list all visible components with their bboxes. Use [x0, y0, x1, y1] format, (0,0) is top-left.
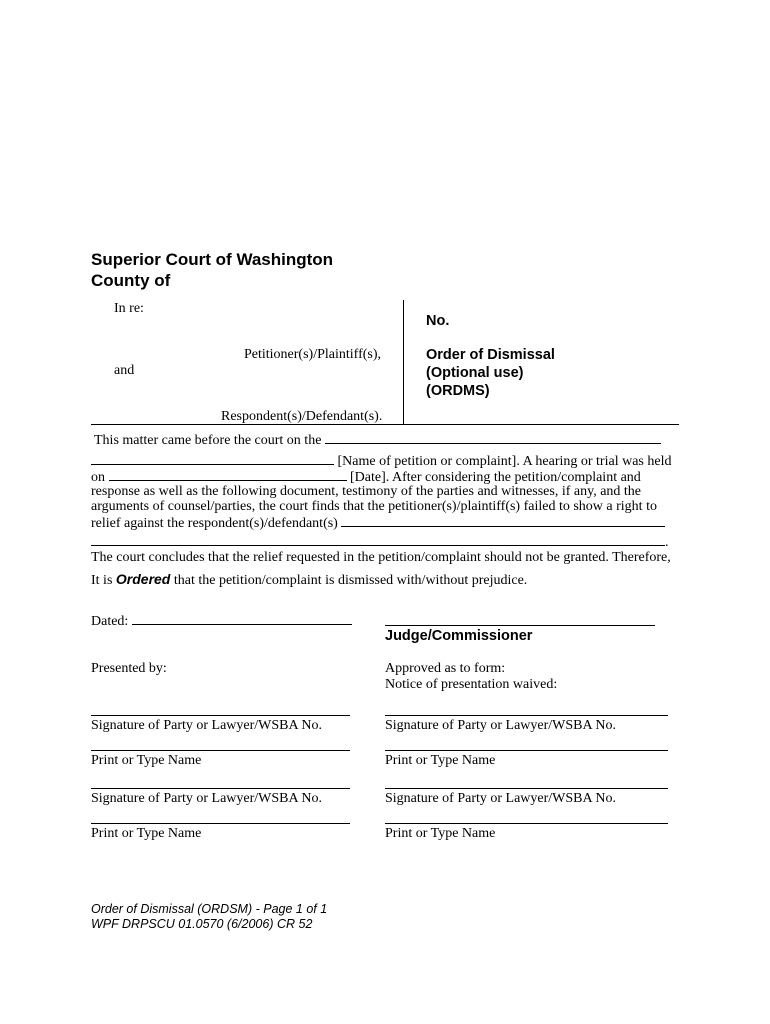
- body-line-5: arguments of counsel/parties, the court finds that the petitioner(s)/plaintiff(s) failed to show a right to: [91, 499, 657, 514]
- judge-label: Judge/Commissioner: [385, 628, 533, 644]
- footer-page-info: Order of Dismissal (ORDSM) - Page 1 of 1: [91, 902, 328, 916]
- in-re-label: In re:: [114, 301, 144, 316]
- body-line-1-text: This matter came before the court on the: [94, 433, 322, 448]
- county-label: County of: [91, 271, 171, 290]
- petitioner-label: Petitioner(s)/Plaintiff(s),: [244, 347, 381, 362]
- notice-waived-label: Notice of presentation waived:: [385, 677, 558, 692]
- body-line-2-text: [Name of petition or complaint]. A hearing or trial was held: [337, 454, 672, 469]
- respondent-label: Respondent(s)/Defendant(s).: [221, 409, 383, 424]
- document-title: Order of Dismissal: [426, 347, 555, 363]
- signature-label: Signature of Party or Lawyer/WSBA No.: [385, 791, 616, 806]
- petition-name-field[interactable]: [325, 431, 661, 444]
- signature-line[interactable]: [385, 788, 668, 789]
- order-suffix: that the petition/complaint is dismissed with/without prejudice.: [173, 573, 528, 588]
- judge-signature-line[interactable]: [385, 625, 655, 626]
- and-label: and: [114, 363, 135, 378]
- body-line-7-end: .: [665, 535, 669, 550]
- body-line-6-text: relief against the respondent(s)/defendant(s): [91, 516, 338, 531]
- body-line-3-prefix: on: [91, 470, 105, 485]
- body-line-1: [94, 431, 661, 449]
- signature-label: Signature of Party or Lawyer/WSBA No.: [91, 718, 322, 733]
- caption-divider: [403, 300, 404, 424]
- relief-field-cont[interactable]: [91, 533, 665, 546]
- dated-label: Dated:: [91, 614, 129, 629]
- print-name-label: Print or Type Name: [385, 826, 496, 841]
- signature-label: Signature of Party or Lawyer/WSBA No.: [385, 718, 616, 733]
- print-name-label: Print or Type Name: [91, 826, 202, 841]
- print-name-line[interactable]: [91, 750, 350, 751]
- order-prefix: It is: [91, 573, 113, 588]
- footer-form-code: WPF DRPSCU 01.0570 (6/2006) CR 52: [91, 917, 313, 931]
- approved-label: Approved as to form:: [385, 661, 506, 676]
- body-line-3-suffix: [Date]. After considering the petition/complaint and: [350, 470, 641, 485]
- order-line: [91, 571, 527, 589]
- print-name-line[interactable]: [91, 823, 350, 824]
- body-line-7: [91, 533, 669, 551]
- caption-bottom-rule: [91, 424, 679, 425]
- signature-line[interactable]: [91, 715, 350, 716]
- print-name-label: Print or Type Name: [385, 753, 496, 768]
- body-line-4: response as well as the following document, testimony of the parties and witnesses, if any, and the: [91, 484, 642, 499]
- body-line-8: The court concludes that the relief requested in the petition/complaint should not be granted. Therefore,: [91, 550, 671, 565]
- case-number-label: No.: [426, 313, 450, 329]
- petition-name-field-cont[interactable]: [91, 452, 334, 465]
- presented-by-label: Presented by:: [91, 661, 167, 676]
- signature-label: Signature of Party or Lawyer/WSBA No.: [91, 791, 322, 806]
- print-name-label: Print or Type Name: [91, 753, 202, 768]
- document-subtitle: (Optional use): [426, 365, 524, 381]
- dated-field[interactable]: [132, 612, 352, 625]
- dated-line: [91, 612, 352, 630]
- signature-line[interactable]: [91, 788, 350, 789]
- document-code: (ORDMS): [426, 383, 490, 399]
- ordered-word: Ordered: [115, 571, 171, 587]
- court-title: Superior Court of Washington: [91, 250, 334, 269]
- relief-field[interactable]: [341, 514, 665, 527]
- hearing-date-field[interactable]: [109, 468, 347, 481]
- signature-line[interactable]: [385, 715, 668, 716]
- body-line-6: [91, 514, 665, 532]
- print-name-line[interactable]: [385, 750, 668, 751]
- print-name-line[interactable]: [385, 823, 668, 824]
